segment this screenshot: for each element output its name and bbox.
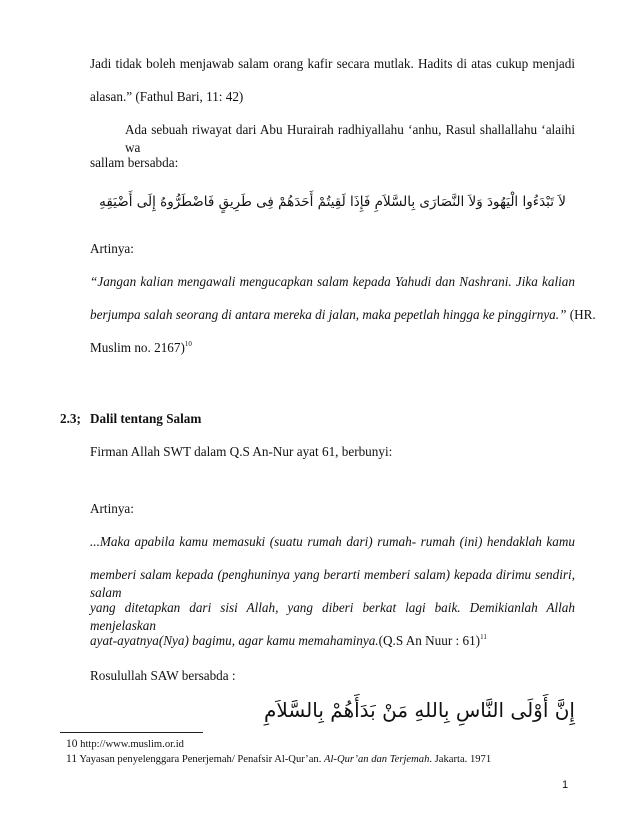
para1-line1: Jadi tidak boleh menjawab salam orang kafir secara mutlak. Hadits di atas cukup menjadi — [90, 56, 575, 71]
footnote-10-number: 10 — [66, 738, 78, 750]
footnote-ref-11[interactable]: 11 — [480, 633, 487, 641]
footnote-11-number: 11 — [66, 753, 78, 765]
translation2-line3: yang ditetapkan dari sisi Allah, yang diberi berkat lagi baik. Demikianlah Allah menjelaskan — [90, 600, 575, 633]
translation2-line4-italic: ayat-ayatnya(Nya) bagimu, agar kamu memahaminya. — [90, 633, 379, 648]
hadith2-arabic: إِنَّ أَوْلَى النَّاسِ بِاللهِ مَنْ بَدَأَهُمْ بِالسَّلاَمِ — [264, 698, 575, 722]
section-number: 2.3; — [60, 411, 81, 426]
page-number: 1 — [562, 779, 569, 791]
translation1-line3 — [90, 339, 192, 357]
translation1-line2-italic: berjumpa salah seorang di antara mereka di jalan, maka pepetlah hingga ke pinggirnya.” — [90, 307, 567, 322]
translation2-citation: (Q.S An Nuur : 61) — [378, 633, 481, 648]
footnote-11 — [66, 752, 491, 767]
footnote-10-link[interactable]: http://www.muslim.or.id — [80, 739, 184, 750]
translation2-line4 — [90, 632, 487, 650]
para2-line1: Ada sebuah riwayat dari Abu Hurairah radhiyallahu ‘anhu, Rasul shallallahu ‘alaihi wa — [125, 122, 575, 155]
para2-line2: sallam bersabda: — [90, 155, 179, 170]
translation1-line2-plain: (HR. — [566, 307, 596, 322]
translation1-line2 — [90, 306, 596, 324]
footnote-10 — [66, 737, 184, 752]
translation2-line1: ...Maka apabila kamu memasuki (suatu rumah dari) rumah- rumah (ini) hendaklah kamu — [90, 534, 575, 549]
footnote-11-text: Yayasan penyelenggara Penerjemah/ Penafsir Al-Qur’an. — [79, 754, 322, 765]
footnote-ref-10[interactable]: 10 — [184, 340, 192, 348]
para1-line2: alasan.” (Fathul Bari, 11: 42) — [90, 89, 244, 104]
translation1-label: Artinya: — [90, 241, 134, 256]
footnote-11-end: . Jakarta. 1971 — [429, 754, 492, 765]
firman-text: Firman Allah SWT dalam Q.S An-Nur ayat 61, berbunyi: — [90, 444, 393, 459]
hadith1-arabic: لاَ تَبْدَءُوا الْيَهُودَ وَلاَ النَّصَارَى بِالسَّلاَمِ فَإِذَا لَقِيتُمْ أَحَدَهُمْ فِى طَرِيقٍ فَاضْطَرُّوهُ إِلَى أَضْيَقِهِ — [99, 194, 566, 210]
translation1-line1: “Jangan kalian mengawali mengucapkan salam kepada Yahudi dan Nashrani. Jika kalian — [90, 274, 575, 289]
translation2-label: Artinya: — [90, 501, 134, 516]
footnote-11-title: Al-Qur’an dan Terjemah — [324, 754, 430, 765]
section-title: Dalil tentang Salam — [90, 411, 202, 426]
translation1-citation: Muslim no. 2167) — [90, 340, 185, 355]
rasul-text: Rosulullah SAW bersabda : — [90, 668, 236, 683]
translation2-line2: memberi salam kepada (penghuninya yang berarti memberi salam) kepada dirimu sendiri, salam — [90, 567, 575, 600]
footnote-separator — [60, 732, 203, 733]
